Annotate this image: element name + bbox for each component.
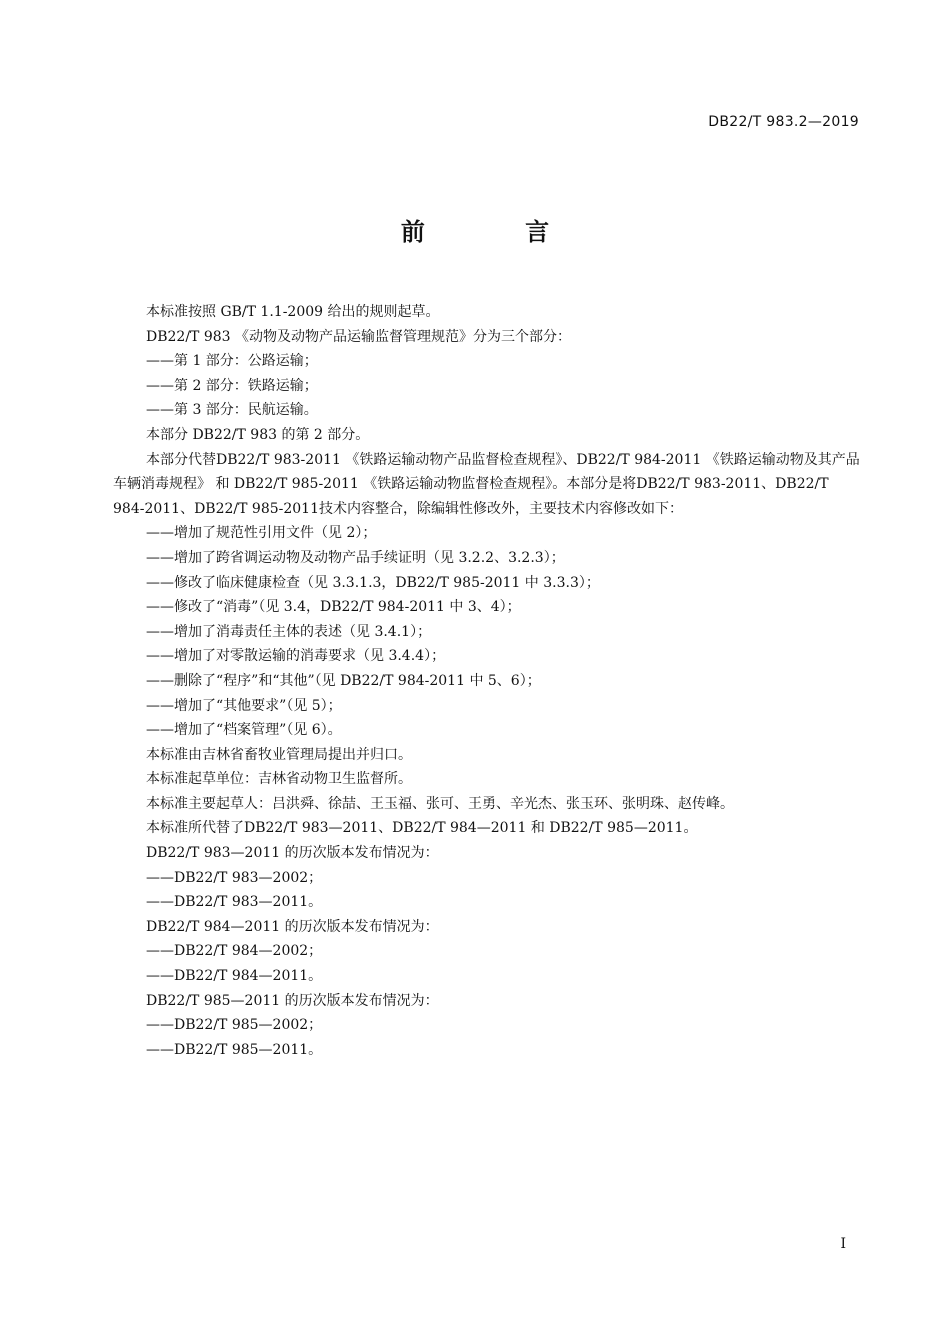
list-item: ——修改了“消毒”（见 3.4，DB22/T 984-2011 中 3、4）； [146, 599, 521, 616]
list-item: ——第 3 部分：民航运输。 [146, 402, 318, 419]
basis-paragraph: 本标准按照 GB/T 1.1-2009 给出的规则起草。 [146, 304, 440, 320]
list-item: ——第 2 部分：铁路运输； [146, 377, 318, 394]
history-intro: DB22/T 985—2011 的历次版本发布情况为： [146, 992, 439, 1009]
list-item: ——增加了“档案管理”（见 6）。 [146, 722, 342, 739]
list-item: ——增加了跨省调运动物及动物产品手续证明（见 3.2.2、3.2.3）； [146, 549, 565, 566]
list-item: ——DB22/T 983—2002； [146, 869, 323, 886]
list-item: ——DB22/T 984—2011。 [146, 968, 323, 985]
replaced-paragraph: 本标准所代替了DB22/T 983—2011、DB22/T 984—2011 和 DB22/T 985—2011。 [146, 820, 698, 837]
list-item: ——DB22/T 985—2011。 [146, 1041, 323, 1058]
list-item: ——删除了“程序”和“其他”（见 DB22/T 984-2011 中 5、6）； [146, 672, 541, 689]
history-intro: DB22/T 983—2011 的历次版本发布情况为： [146, 845, 439, 862]
list-item: ——增加了消毒责任主体的表述（见 3.4.1）； [146, 623, 432, 640]
replaces-paragraph: 本部分代替DB22/T 983-2011 《铁路运输动物产品监督检查规程》、DB22/T 984-2011 《铁路运输动物及其产品车辆消毒规程》 和 DB22/T 985-2011 《铁路运输动物监督检查规程》。本部分是将DB22/T 983-2011、DB22/T 984-2011、DB22/T 985-2011技术内容整合，除编辑性修改外，主要技术内容修改如下： [113, 451, 860, 517]
proposer-paragraph: 本标准由吉林省畜牧业管理局提出并归口。 [146, 746, 412, 763]
this-part-paragraph: 本部分 DB22/T 983 的第 2 部分。 [146, 426, 370, 443]
list-item: ——第 1 部分：公路运输； [146, 353, 318, 370]
list-item: ——增加了“其他要求”（见 5）； [146, 697, 342, 714]
foreword-body [113, 300, 861, 1062]
page-number: I [840, 1236, 846, 1252]
document-code: DB22/T 983.2—2019 [708, 114, 859, 130]
list-item: ——修改了临床健康检查（见 3.3.1.3，DB22/T 985-2011 中 3.3.3）； [146, 574, 600, 591]
list-item: ——DB22/T 985—2002； [146, 1017, 323, 1034]
list-item: ——增加了规范性引用文件（见 2）； [146, 525, 377, 542]
parts-intro: DB22/T 983 《动物及动物产品运输监督管理规范》分为三个部分： [146, 328, 572, 345]
drafting-unit-paragraph: 本标准起草单位：吉林省动物卫生监督所。 [146, 771, 412, 788]
list-item: ——DB22/T 983—2011。 [146, 894, 323, 911]
drafters-paragraph: 本标准主要起草人：吕洪舜、徐喆、王玉福、张可、王勇、辛光杰、张玉环、张明珠、赵传峰。 [146, 795, 734, 812]
page-title: 前 言 [400, 218, 596, 246]
list-item: ——增加了对零散运输的消毒要求（见 3.4.4）； [146, 648, 446, 665]
history-intro: DB22/T 984—2011 的历次版本发布情况为： [146, 918, 439, 935]
list-item: ——DB22/T 984—2002； [146, 943, 323, 960]
